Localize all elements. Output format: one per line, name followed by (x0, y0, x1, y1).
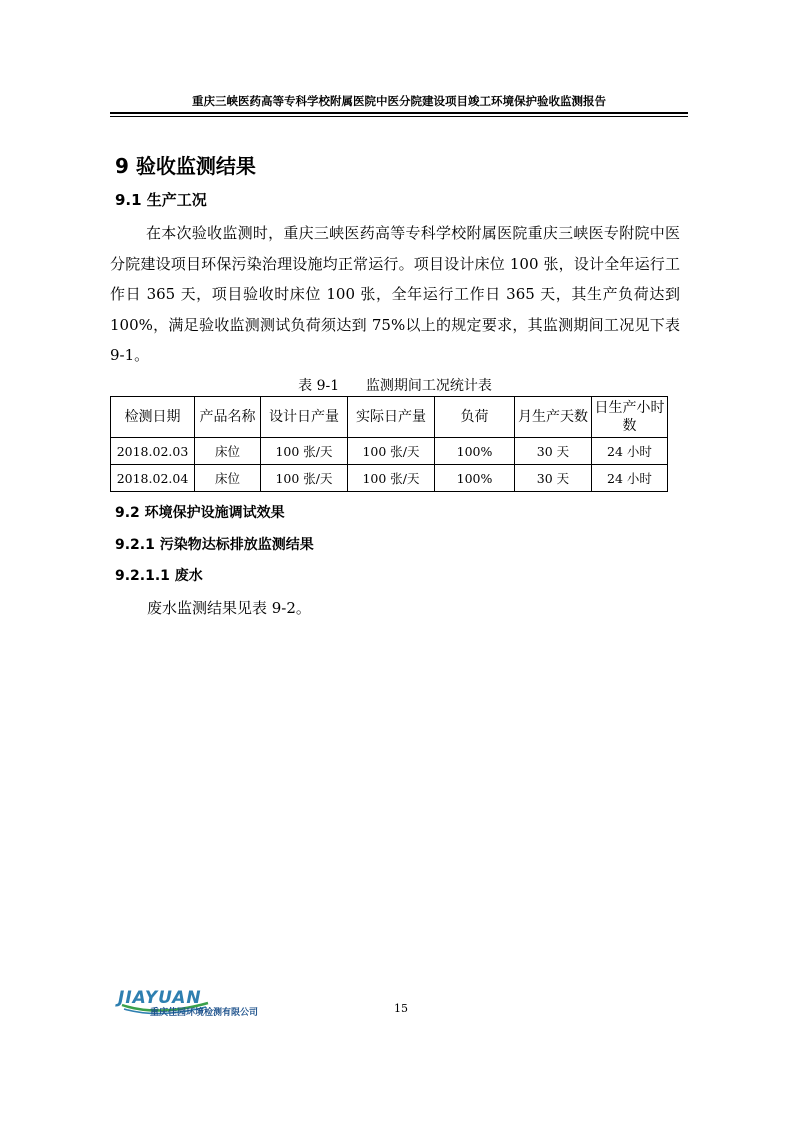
body-paragraph: 在本次验收监测时，重庆三峡医药高等专科学校附属医院重庆三峡医专附院中医分院建设项目环保污染治理设施均正常运行。项目设计床位 100 张，设计全年运行工作日 365 天，项目验收时床位 100 张，全年运行工作日 365 天，其生产负荷达到 100%，满足验收监测测试负荷须达到 75%以上的规定要求，其监测期间工况见下表 9-1。 (110, 224, 680, 364)
body-text-line: 废水监测结果见表 9-2。 (147, 599, 311, 617)
table-caption: 表 9-1 监测期间工况统计表 (298, 378, 492, 394)
subsection-heading-9-2: 9.2 环境保护设施调试效果 (115, 505, 285, 521)
header-rule (110, 112, 688, 114)
table-header-row (111, 397, 668, 438)
table-cell: 100% (435, 438, 515, 465)
table-cell: 2018.02.04 (111, 465, 195, 492)
table-cell: 100 张/天 (348, 465, 435, 492)
table-cell: 30 天 (515, 465, 592, 492)
subsection-heading-9-2-1: 9.2.1 污染物达标排放监测结果 (115, 537, 314, 553)
working-condition-table (110, 396, 668, 492)
table-cell: 24 小时 (592, 465, 668, 492)
page-header: 重庆三峡医药高等专科学校附属医院中医分院建设项目竣工环境保护验收监测报告 (192, 94, 606, 108)
table-cell: 床位 (195, 465, 261, 492)
table-header-cell: 实际日产量 (348, 397, 435, 438)
subsection-heading-9-1: 9.1 生产工况 (115, 191, 207, 209)
table-cell: 100 张/天 (348, 438, 435, 465)
table-row (111, 465, 668, 492)
table-header-cell: 产品名称 (195, 397, 261, 438)
table-row (111, 438, 668, 465)
table-cell: 100% (435, 465, 515, 492)
table-cell: 100 张/天 (261, 438, 348, 465)
logo-wordmark: JIAYUAN (118, 988, 202, 1008)
table-cell: 床位 (195, 438, 261, 465)
table-header-cell: 月生产天数 (515, 397, 592, 438)
company-name: 重庆佳园环境检测有限公司 (150, 1008, 259, 1018)
page-number: 15 (394, 1002, 408, 1015)
table-cell: 24 小时 (592, 438, 668, 465)
table-header-cell: 日生产小时数 (592, 397, 668, 438)
table-cell: 30 天 (515, 438, 592, 465)
table-header-cell: 设计日产量 (261, 397, 348, 438)
table-cell: 2018.02.03 (111, 438, 195, 465)
table-cell: 100 张/天 (261, 465, 348, 492)
section-heading: 9 验收监测结果 (115, 154, 256, 178)
subsection-heading-9-2-1-1: 9.2.1.1 废水 (115, 568, 203, 584)
header-rule-thin (110, 116, 688, 117)
table-header-cell: 检测日期 (111, 397, 195, 438)
table-header-cell: 负荷 (435, 397, 515, 438)
